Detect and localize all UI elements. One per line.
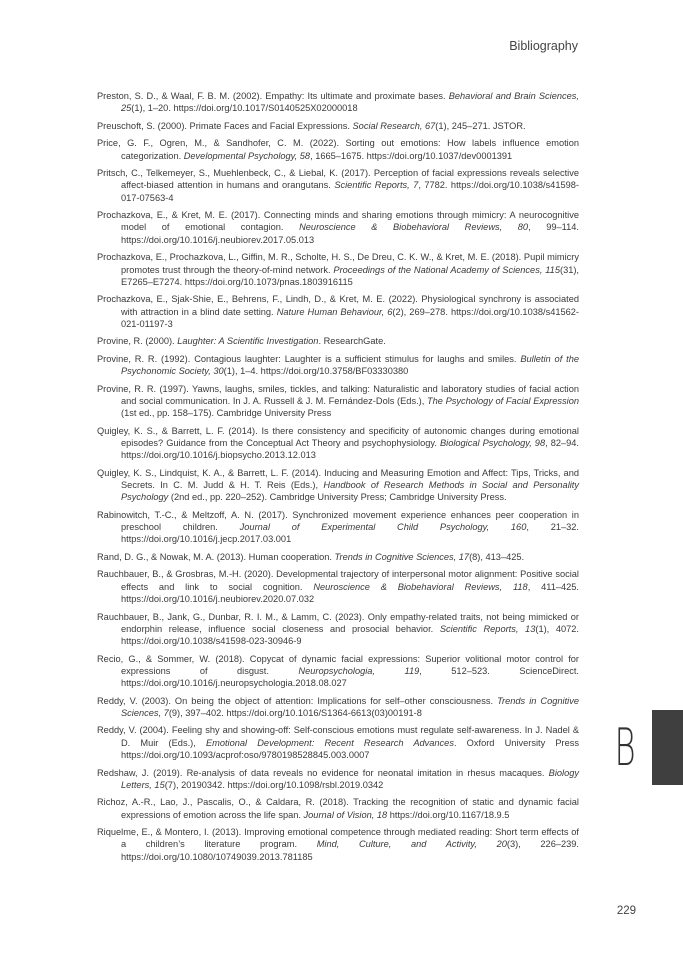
reference-entry: Rand, D. G., & Nowak, M. A. (2013). Human cooperation. Trends in Cognitive Sciences, 17(8), 413–425. [97,551,525,562]
reference-entry: Prochazkova, E., & Kret, M. E. (2017). Connecting minds and sharing emotions through mimicry: A neurocognitive model of emotional contagion. Neuroscience & Biobehavioral Reviews, 80, 99–114. https://doi.org/10.1016/j.neubiorev.2017.05.013 [97,210,579,245]
reference-entry: Prochazkova, E., Prochazkova, L., Giffin, M. R., Scholte, H. S., De Dreu, C. K. W., & Kret, M. E. (2018). Pupil mimicry promotes trust through the theory-of-mind network. Proceedings of the National Academy of Sciences, 115(31), E7265–E7274. https://doi.org/10.1073/pnas.1803916115 [97,252,580,287]
reference-entry: Preston, S. D., & Waal, F. B. M. (2002). Empathy: Its ultimate and proximate bases. Behavioral and Brain Sciences, 25(1), 1–20. https://doi.org/10.1017/S0140525X02000018 [97,91,579,114]
reference-list [97,90,579,868]
reference-entry: Preuschoft, S. (2000). Primate Faces and Facial Expressions. Social Research, 67(1), 245–271. JSTOR. [97,120,526,131]
reference-entry: Price, G. F., Ogren, M., & Sandhofer, C. M. (2022). Sorting out emotions: How labels influence emotion categorization. Developmental Psychology, 58, 1665–1675. https://doi.org/10.1037/dev0001391 [97,138,579,161]
thumb-tab-letter: B [614,717,636,778]
page-number: 229 [616,905,636,917]
reference-entry: Provine, R. (2000). Laughter: A Scientific Investigation. ResearchGate. [97,336,386,347]
reference-entry: Pritsch, C., Telkemeyer, S., Muehlenbeck, C., & Liebal, K. (2017). Perception of facial expressions reveals selective affect-biased attention in humans and orangutans. Scientific Reports, 7, 7782. https://doi.org/10.1038/s41598-017-07563-4 [97,168,579,203]
reference-entry: Rabinowitch, T.-C., & Meltzoff, A. N. (2017). Synchronized movement experience enhances peer cooperation in preschool children. Journal of Experimental Child Psychology, 160, 21–32. https://doi.org/10.1016/j.jecp.2017.03.001 [97,509,579,545]
reference-entry: Prochazkova, E., Sjak-Shie, E., Behrens, F., Lindh, D., & Kret, M. E. (2022). Physiological synchrony is associated with attraction in a blind date setting. Nature Human Behaviour, 6(2), 269–278. https://doi.org/10.1038/s41562-021-01197-3 [97,294,580,329]
reference-entry: Reddy, V. (2003). On being the object of attention: Implications for self–other consciousness. Trends in Cognitive Sciences, 7(9), 397–402. https://doi.org/10.1016/S1364-6613(03)00191-8 [97,695,579,718]
reference-entry: Rauchbauer, B., Jank, G., Dunbar, R. I. M., & Lamm, C. (2023). Only empathy-related traits, not being mimicked or endorphin release, influence social closeness and prosocial behavior. Scientific Reports, 13(1), 4072. https://doi.org/10.1038/s41598-023-30946-9 [97,611,580,647]
reference-entry: Richoz, A.-R., Lao, J., Pascalis, O., & Caldara, R. (2018). Tracking the recognition of static and dynamic facial expressions of emotion across the life span. Journal of Vision, 18 https://doi.org/10.1167/18.9.5 [97,797,579,820]
thumb-tab-letter-box [598,710,652,785]
reference-entry: Provine, R. R. (1997). Yawns, laughs, smiles, tickles, and talking: Naturalistic and laboratory studies of facial action and social communication. In J. A. Russell & J. M. Fernández-Dols (Eds.), The Psychology of Facial Expression (1st ed., pp. 158–175). Cambridge University Press [97,383,580,419]
chapter-thumb-tab [598,710,683,785]
running-title: Bibliography [509,39,578,53]
reference-entry: Redshaw, J. (2019). Re-analysis of data reveals no evidence for neonatal imitation in rhesus macaques. Biology Letters, 15(7), 20190342. https://doi.org/10.1098/rsbl.2019.0342 [97,767,579,790]
reference-entry: Rauchbauer, B., & Grosbras, M.-H. (2020). Developmental trajectory of interpersonal motor alignment: Positive social effects and link to social cognition. Neuroscience & Biobehavioral Reviews, 118, 411–425. https://doi.org/10.1016/j.neubiorev.2020.07.032 [97,569,579,605]
reference-entry: Quigley, K. S., & Barrett, L. F. (2014). Is there consistency and specificity of autonomic changes during emotional episodes? Guidance from the Conceptual Act Theory and psychophysiology. Biological Psychology, 98, 82–94. https://doi.org/10.1016/j.biopsycho.2013.12.013 [97,425,579,461]
reference-entry: Recio, G., & Sommer, W. (2018). Copycat of dynamic facial expressions: Superior volitional motor control for expressions of disgust. Neuropsychologia, 119, 512–523. ScienceDirect. https://doi.org/10.1016/j.neuropsychologia.2018.08.027 [97,653,579,689]
thumb-tab-bar [652,710,683,785]
reference-entry: Reddy, V. (2004). Feeling shy and showing-off: Self-conscious emotions must regulate self-awareness. In J. Nadel & D. Muir (Eds.), Emotional Development: Recent Research Advances. Oxford University Press https://doi.org/10.1093/acprof:oso/9780198528845.003.0007 [97,725,579,761]
reference-entry: Provine, R. R. (1992). Contagious laughter: Laughter is a sufficient stimulus for laughs and smiles. Bulletin of the Psychonomic Society, 30(1), 1–4. https://doi.org/10.3758/BF03330380 [97,353,579,377]
reference-entry: Riquelme, E., & Montero, I. (2013). Improving emotional competence through mediated reading: Short term effects of a children’s literature program. Mind, Culture, and Activity, 20(3), 226–239. https://doi.org/10.1080/10749039.2013.781185 [97,827,579,862]
reference-entry: Quigley, K. S., Lindquist, K. A., & Barrett, L. F. (2014). Inducing and Measuring Emotion and Affect: Tips, Tricks, and Secrets. In C. M. Judd & H. T. Reis (Eds.), Handbook of Research Methods in Social and Personality Psychology (2nd ed., pp. 220–252). Cambridge University Press; Cambridge University Press. [97,467,579,503]
